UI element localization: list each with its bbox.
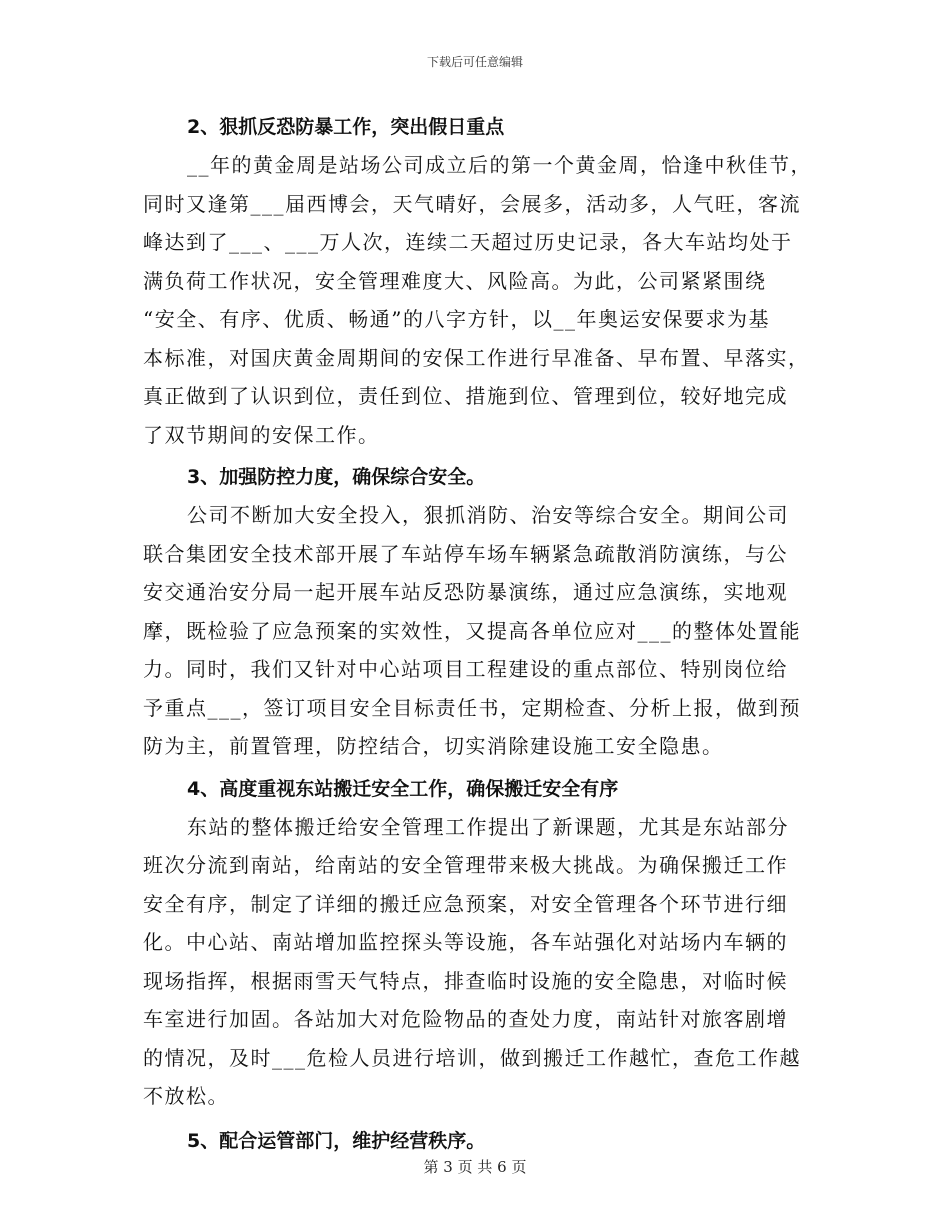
paragraph-line: 本标准，对国庆黄金周期间的安保工作进行早准备、早布置、早落实， <box>143 345 810 370</box>
paragraph-line: 车室进行加固。各站加大对危险物品的查处力度，南站针对旅客剧增 <box>143 1007 788 1031</box>
paragraph-line: 不放松。 <box>143 1084 229 1108</box>
section-heading: 2、狠抓反恐防暴工作，突出假日重点 <box>187 116 505 138</box>
paragraph <box>143 808 807 1116</box>
paragraph-line: 联合集团安全技术部开展了车站停车场车辆紧急疏散消防演练，与公 <box>143 541 788 566</box>
paragraph-line: 真正做到了认识到位，责任到位、措施到位、管理到位，较好地完成 <box>143 384 788 408</box>
paragraph-line: 峰达到了___、___万人次，连续二天超过历史记录，各大车站均处于 <box>143 230 793 254</box>
document-body <box>143 108 812 1160</box>
paragraph-line: 的情况，及时___危检人员进行培训，做到搬迁工作越忙，查危工作越 <box>143 1045 801 1070</box>
page-number: 第 3 页 共 6 页 <box>423 1158 527 1176</box>
paragraph <box>143 496 807 766</box>
paragraph-line: 化。中心站、南站增加监控探头等设施，各车站强化对站场内车辆的 <box>143 930 788 954</box>
paragraph-line: 防为主，前置管理，防控结合，切实消除建设施工安全隐患。 <box>143 734 724 758</box>
paragraph-line: 满负荷工作状况，安全管理难度大、风险高。为此，公司紧紧围绕 <box>143 268 767 293</box>
paragraph-line: 安全有序，制定了详细的搬迁应急预案，对安全管理各个环节进行细 <box>143 891 788 916</box>
section-heading: 5、配合运管部门，维护经营秩序。 <box>187 1129 486 1152</box>
paragraph-line: 现场指挥，根据雨雪天气特点，排查临时设施的安全隐患，对临时候 <box>143 968 788 993</box>
paragraph-line: 公司不断加大安全投入，狠抓消防、治安等综合安全。期间公司 <box>187 503 789 527</box>
paragraph-line: 东站的整体搬迁给安全管理工作提出了新课题，尤其是东站部分 <box>187 814 789 839</box>
paragraph-line: __年的黄金周是站场公司成立后的第一个黄金周，恰逢中秋佳节， <box>187 153 812 177</box>
section-heading: 4、高度重视东站搬迁安全工作，确保搬迁安全有序 <box>187 777 619 800</box>
paragraph-line: 班次分流到南站，给南站的安全管理带来极大挑战。为确保搬迁工作 <box>143 853 788 877</box>
section-heading: 3、加强防控力度，确保综合安全。 <box>187 466 486 488</box>
paragraph-line: 了双节期间的安保工作。 <box>143 422 380 447</box>
page-header: 下载后可任意编辑 <box>426 55 523 69</box>
paragraph <box>143 146 812 454</box>
paragraph-line: 摩，既检验了应急预案的实效性，又提高各单位应对___的整体处置能 <box>143 618 801 643</box>
paragraph-line: “安全、有序、优质、畅通”的八字方针，以__年奥运安保要求为基 <box>143 307 770 331</box>
paragraph-line: 力。同时，我们又针对中心站项目工程建设的重点部位、特别岗位给 <box>143 657 788 681</box>
paragraph-line: 同时又逢第___届西博会，天气晴好，会展多，活动多，人气旺，客流 <box>143 191 801 216</box>
paragraph-line: 予重点___，签订项目安全目标责任书，定期检查、分析上报，做到预 <box>143 695 801 720</box>
paragraph-line: 安交通治安分局一起开展车站反恐防暴演练，通过应急演练，实地观 <box>143 580 788 604</box>
